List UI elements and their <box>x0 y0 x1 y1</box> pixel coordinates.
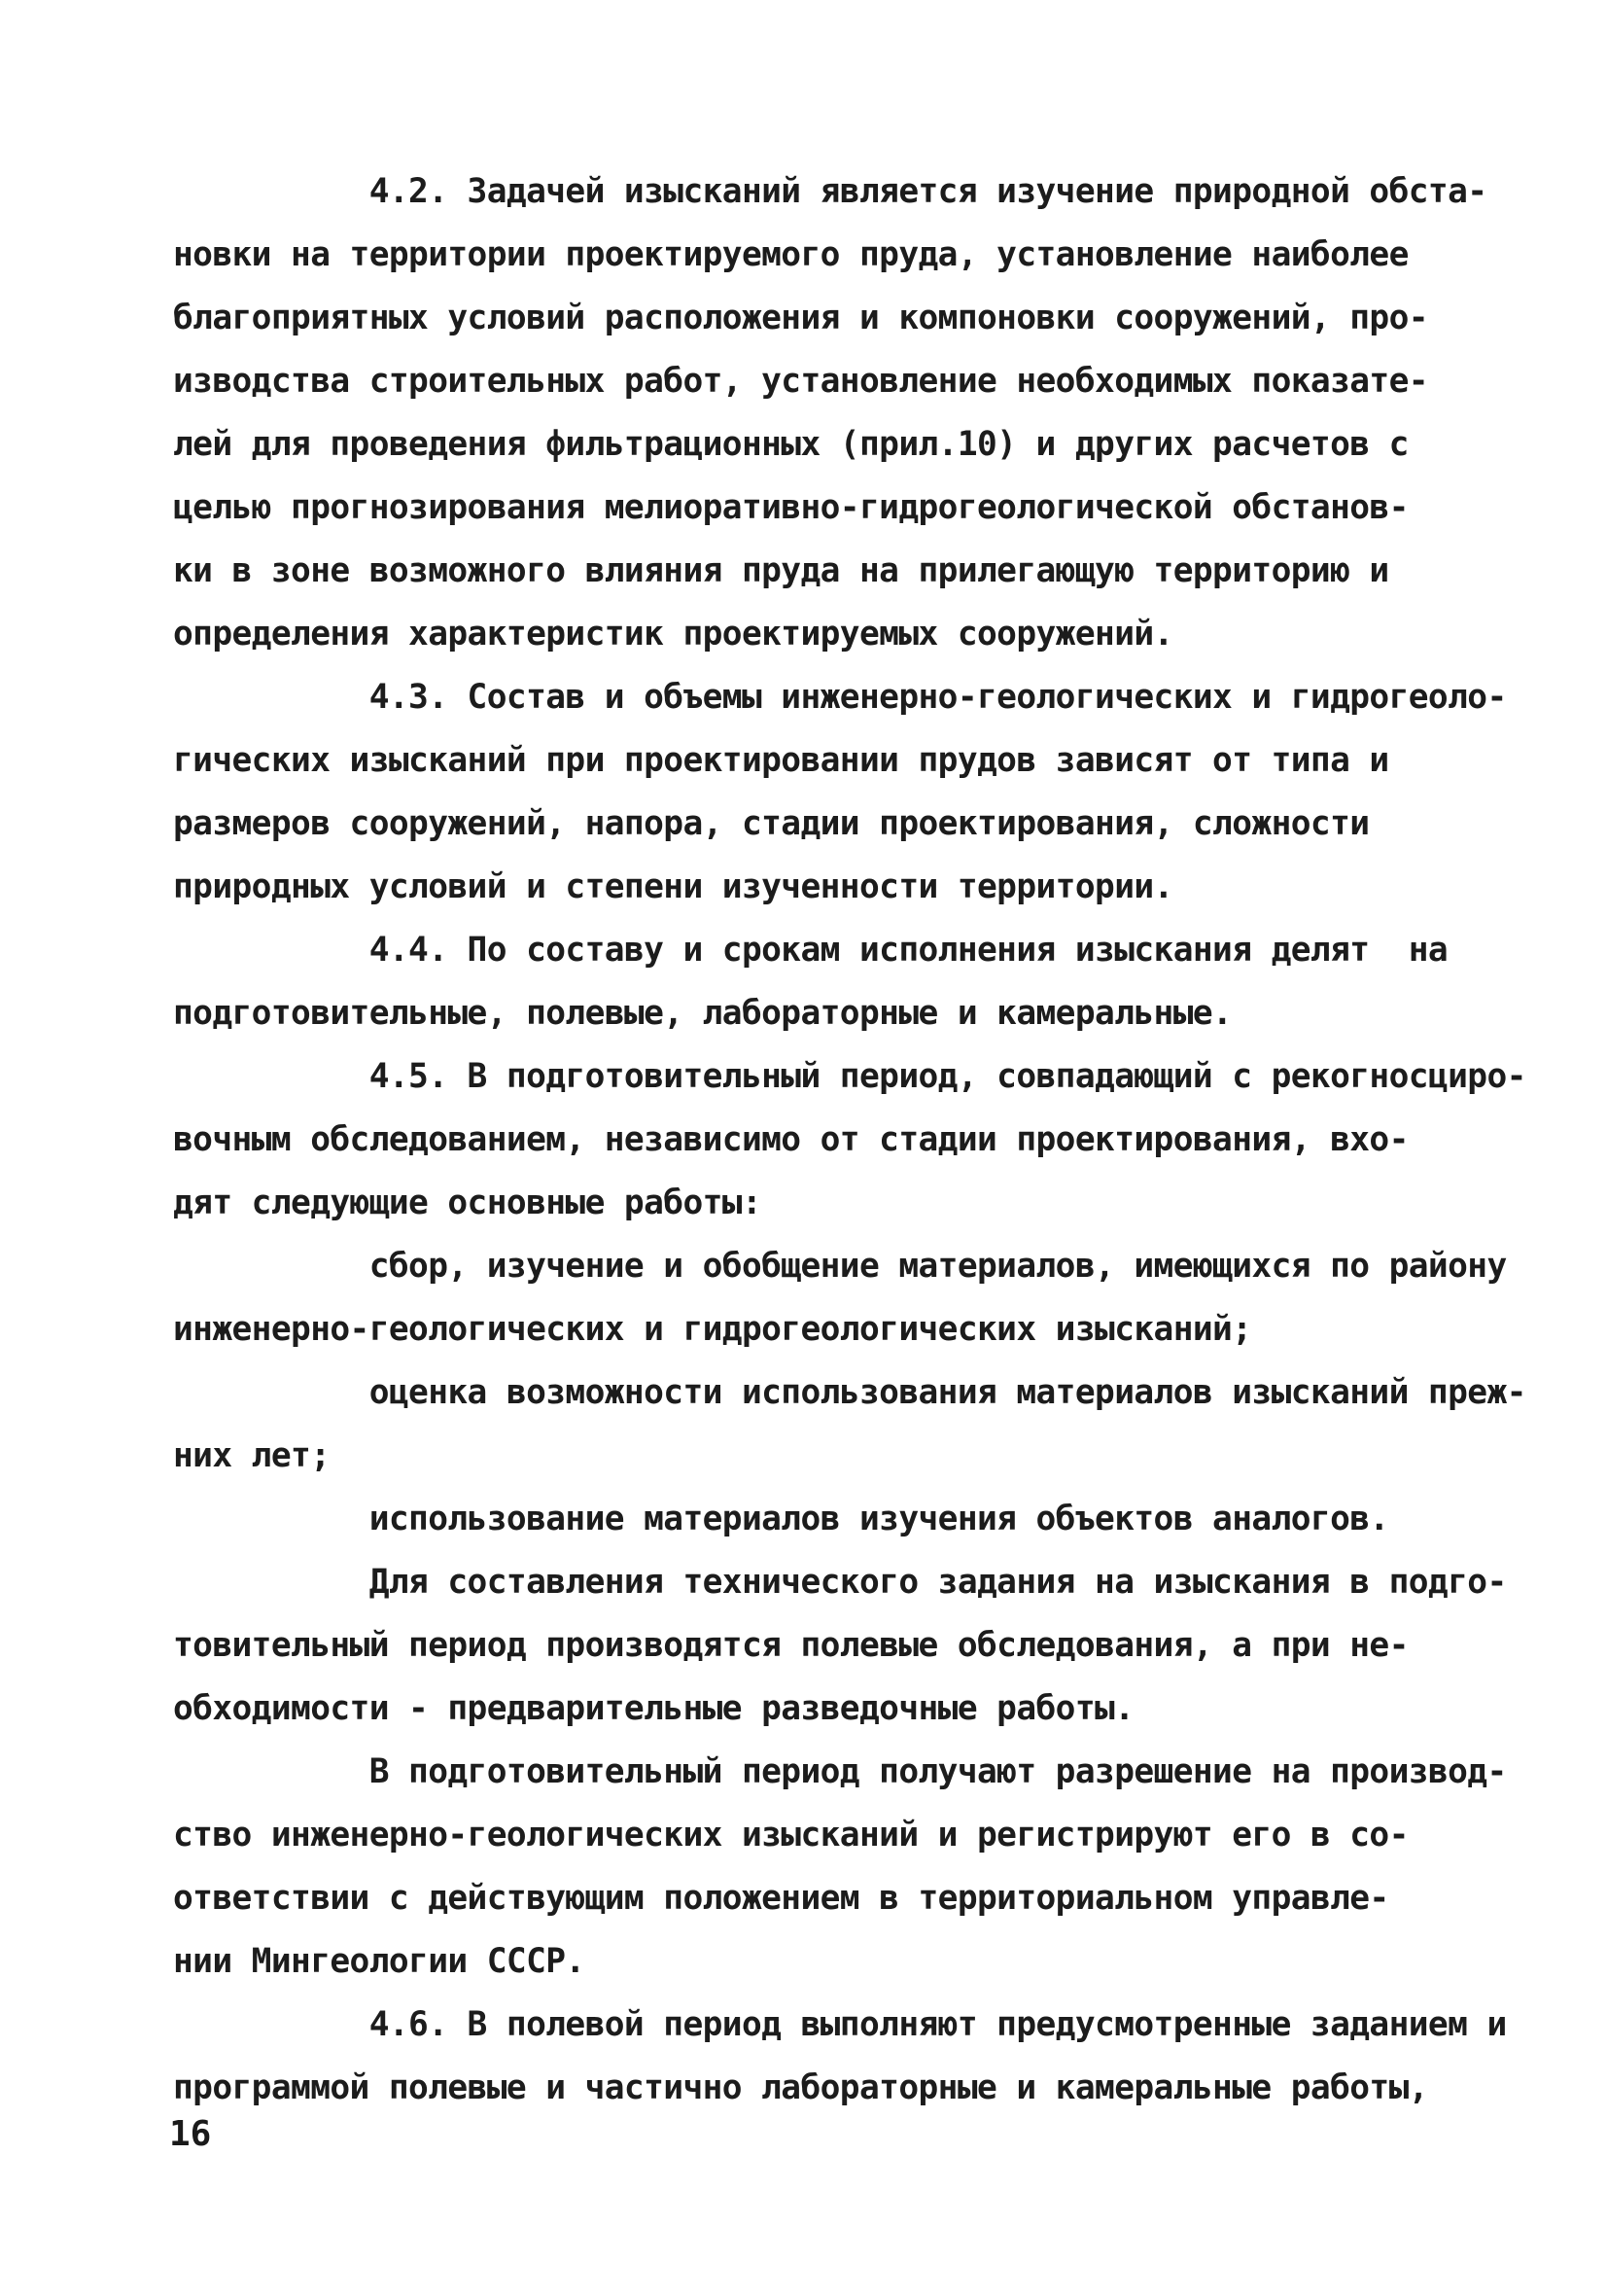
text-line: обходимости - предварительные разведочные работы. <box>173 1689 1135 1728</box>
text-line: определения характеристик проектируемых сооружений. <box>173 615 1173 653</box>
text-line: подготовительные, полевые, лабораторные и камеральные. <box>173 994 1233 1033</box>
page-number: 16 <box>169 2114 212 2154</box>
text-line: целью прогнозирования мелиоративно-гидрогеологической обстанов- <box>173 488 1409 527</box>
text-line: использование материалов изучения объектов аналогов. <box>173 1500 1389 1538</box>
text-line: благоприятных условий расположения и компоновки сооружений, про- <box>173 299 1428 337</box>
text-line: размеров сооружений, напора, стадии проектирования, сложности <box>173 804 1370 843</box>
text-line: 4.6. В полевой период выполняют предусмотренные заданием и <box>173 2005 1507 2044</box>
text-line: 4.2. Задачей изысканий является изучение природной обста- <box>173 172 1487 211</box>
text-line: ки в зоне возможного влияния пруда на прилегающую территорию и <box>173 551 1389 590</box>
text-line: нии Мингеологии СССР. <box>173 1942 585 1981</box>
body-text <box>173 160 1526 2120</box>
text-line: природных условий и степени изученности территории. <box>173 867 1173 906</box>
text-line: ство инженерно-геологических изысканий и регистрируют его в со- <box>173 1816 1409 1854</box>
text-line: изводства строительных работ, установление необходимых показате- <box>173 362 1428 401</box>
text-line: ответствии с действующим положением в территориальном управле- <box>173 1879 1389 1918</box>
text-line: 4.5. В подготовительный период, совпадающий с рекогносциро- <box>173 1057 1526 1096</box>
text-line: 4.3. Состав и объемы инженерно-геологических и гидрогеоло- <box>173 678 1507 717</box>
text-line: сбор, изучение и обобщение материалов, имеющихся по району <box>173 1247 1507 1286</box>
text-line: оценка возможности использования материалов изысканий преж- <box>173 1373 1526 1412</box>
text-line: дят следующие основные работы: <box>173 1183 762 1222</box>
text-line: лей для проведения фильтрационных (прил.10) и других расчетов с <box>173 425 1409 464</box>
text-line: программой полевые и частично лабораторные и камеральные работы, <box>173 2068 1428 2107</box>
text-line: новки на территории проектируемого пруда, установление наиболее <box>173 235 1409 274</box>
text-line: них лет; <box>173 1436 331 1475</box>
text-line: 4.4. По составу и срокам исполнения изыскания делят на <box>173 931 1449 970</box>
text-line: В подготовительный период получают разрешение на производ- <box>173 1752 1507 1791</box>
text-line: товительный период производятся полевые обследования, а при не- <box>173 1626 1409 1665</box>
text-line: Для составления технического задания на изыскания в подго- <box>173 1563 1507 1602</box>
text-line: гических изысканий при проектировании прудов зависят от типа и <box>173 741 1389 780</box>
text-line: инженерно-геологических и гидрогеологических изысканий; <box>173 1310 1252 1349</box>
text-line: вочным обследованием, независимо от стадии проектирования, вхо- <box>173 1120 1409 1159</box>
